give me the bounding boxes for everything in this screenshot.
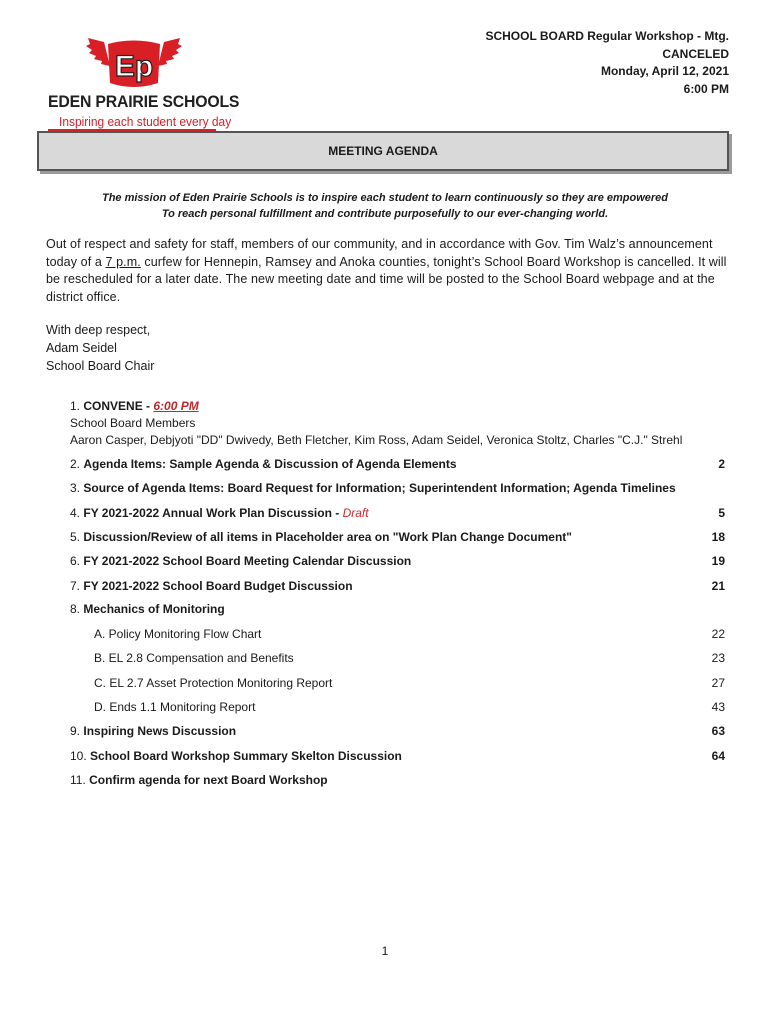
item-number: 3.	[70, 481, 81, 495]
mission-line-1: The mission of Eden Prairie Schools is to inspire each student to learn continuously so they are empowered	[101, 192, 669, 204]
district-logo	[40, 36, 240, 131]
item-page: 64	[711, 749, 725, 763]
item-title: Discussion/Review of all items in Placeholder area on "Work Plan Change Document"	[83, 530, 572, 544]
subitem-title: C. EL 2.7 Asset Protection Monitoring Report	[94, 676, 333, 690]
convene-members-heading: School Board Members	[70, 416, 196, 430]
signoff-closing: With deep respect,	[46, 323, 151, 337]
item-number: 5.	[70, 530, 81, 544]
item-title: FY 2021-2022 School Board Budget Discussion	[83, 579, 353, 593]
agenda-item-6	[70, 552, 725, 570]
item-number: 2.	[70, 457, 81, 471]
item-title: FY 2021-2022 School Board Meeting Calendar Discussion	[83, 554, 412, 568]
item-number: 7.	[70, 579, 81, 593]
item-title: Confirm agenda for next Board Workshop	[89, 773, 328, 787]
mission-statement	[0, 190, 770, 222]
draft-tag: Draft	[342, 506, 369, 520]
subitem-title: D. Ends 1.1 Monitoring Report	[94, 700, 256, 714]
notice-text-2: curfew for Hennepin, Ramsey and Anoka counties, tonight’s School Board Workshop is cancelled. It will be rescheduled for a later date. The new meeting date and time will be posted to the School Board webpage and at the district office.	[46, 254, 727, 304]
item-title: FY 2021-2022 Annual Work Plan Discussion -	[83, 506, 343, 520]
svg-text:Ep: Ep	[114, 50, 154, 83]
item-title: Agenda Items: Sample Agenda & Discussion of Agenda Elements	[83, 457, 457, 471]
item-number: 4.	[70, 506, 81, 520]
subitem-page: 27	[711, 676, 725, 690]
convene-members-list: Aaron Casper, Debjyoti "DD" Dwivedy, Beth Fletcher, Kim Ross, Adam Seidel, Veronica Stoltz, Charles "C.J." Strehl	[70, 433, 683, 447]
notice-text-1: Out of respect and safety for staff, members of our community, and in accordance with Gov. Tim Walz’s announcement today of a	[46, 237, 713, 269]
meeting-title: SCHOOL BOARD Regular Workshop - Mtg.	[485, 29, 729, 43]
meeting-header	[485, 28, 729, 98]
agenda-subitem-c	[94, 674, 725, 692]
item-page: 18	[711, 530, 725, 544]
mission-line-2: To reach personal fulfillment and contribute purposefully to our ever-changing world.	[161, 208, 609, 220]
subitem-title: A. Policy Monitoring Flow Chart	[94, 627, 262, 641]
agenda-title: MEETING AGENDA	[328, 144, 438, 158]
subitem-page: 23	[711, 651, 725, 665]
item-title: Mechanics of Monitoring	[83, 602, 225, 616]
convene-time: 6:00 PM	[153, 399, 199, 413]
agenda-item-4	[70, 504, 725, 522]
item-number: 8.	[70, 602, 81, 616]
meeting-date: Monday, April 12, 2021	[600, 64, 729, 78]
agenda-subitem-d	[94, 698, 725, 716]
item-number: 6.	[70, 554, 81, 568]
page-number: 1	[381, 944, 389, 958]
signoff-name: Adam Seidel	[46, 340, 117, 355]
subitem-page: 43	[711, 700, 725, 714]
agenda-subitem-a	[94, 625, 725, 643]
item-title: School Board Workshop Summary Skelton Discussion	[90, 749, 402, 763]
agenda-item-10	[70, 747, 725, 765]
signoff-role: School Board Chair	[46, 358, 155, 373]
convene-label: CONVENE -	[83, 399, 154, 413]
agenda-item-9	[70, 722, 725, 740]
item-page: 19	[711, 554, 725, 568]
item-title: Source of Agenda Items: Board Request for Information; Superintendent Information; Agenda Timelines	[83, 481, 676, 495]
item-page: 21	[711, 579, 725, 593]
agenda-item-2	[70, 455, 725, 473]
agenda-title-box	[37, 131, 729, 171]
district-tagline: Inspiring each student every day	[59, 114, 232, 129]
cancellation-notice	[46, 236, 730, 306]
agenda-subitem-b	[94, 649, 725, 667]
meeting-time: 6:00 PM	[683, 81, 729, 96]
subitem-title: B. EL 2.8 Compensation and Benefits	[94, 651, 294, 665]
agenda-item-5	[70, 528, 725, 546]
agenda-item-8	[70, 600, 725, 618]
agenda-item-11	[70, 771, 725, 789]
item-number: 10.	[70, 749, 87, 763]
item-number: 11.	[70, 773, 86, 787]
item-page: 2	[718, 457, 725, 471]
agenda-item-convene	[70, 398, 682, 449]
item-page: 63	[711, 724, 725, 738]
agenda-item-7	[70, 577, 725, 595]
agenda-item-3	[70, 479, 725, 497]
convene-number: 1.	[70, 399, 81, 413]
meeting-status: CANCELED	[662, 46, 729, 61]
subitem-page: 22	[711, 627, 725, 641]
item-title: Inspiring News Discussion	[83, 724, 237, 738]
curfew-time: 7 p.m.	[105, 254, 141, 269]
item-number: 9.	[70, 724, 81, 738]
item-page: 5	[718, 506, 725, 520]
district-name: EDEN PRAIRIE SCHOOLS	[48, 92, 240, 111]
signoff	[46, 322, 154, 375]
winged-ep-logo-icon	[86, 36, 182, 92]
